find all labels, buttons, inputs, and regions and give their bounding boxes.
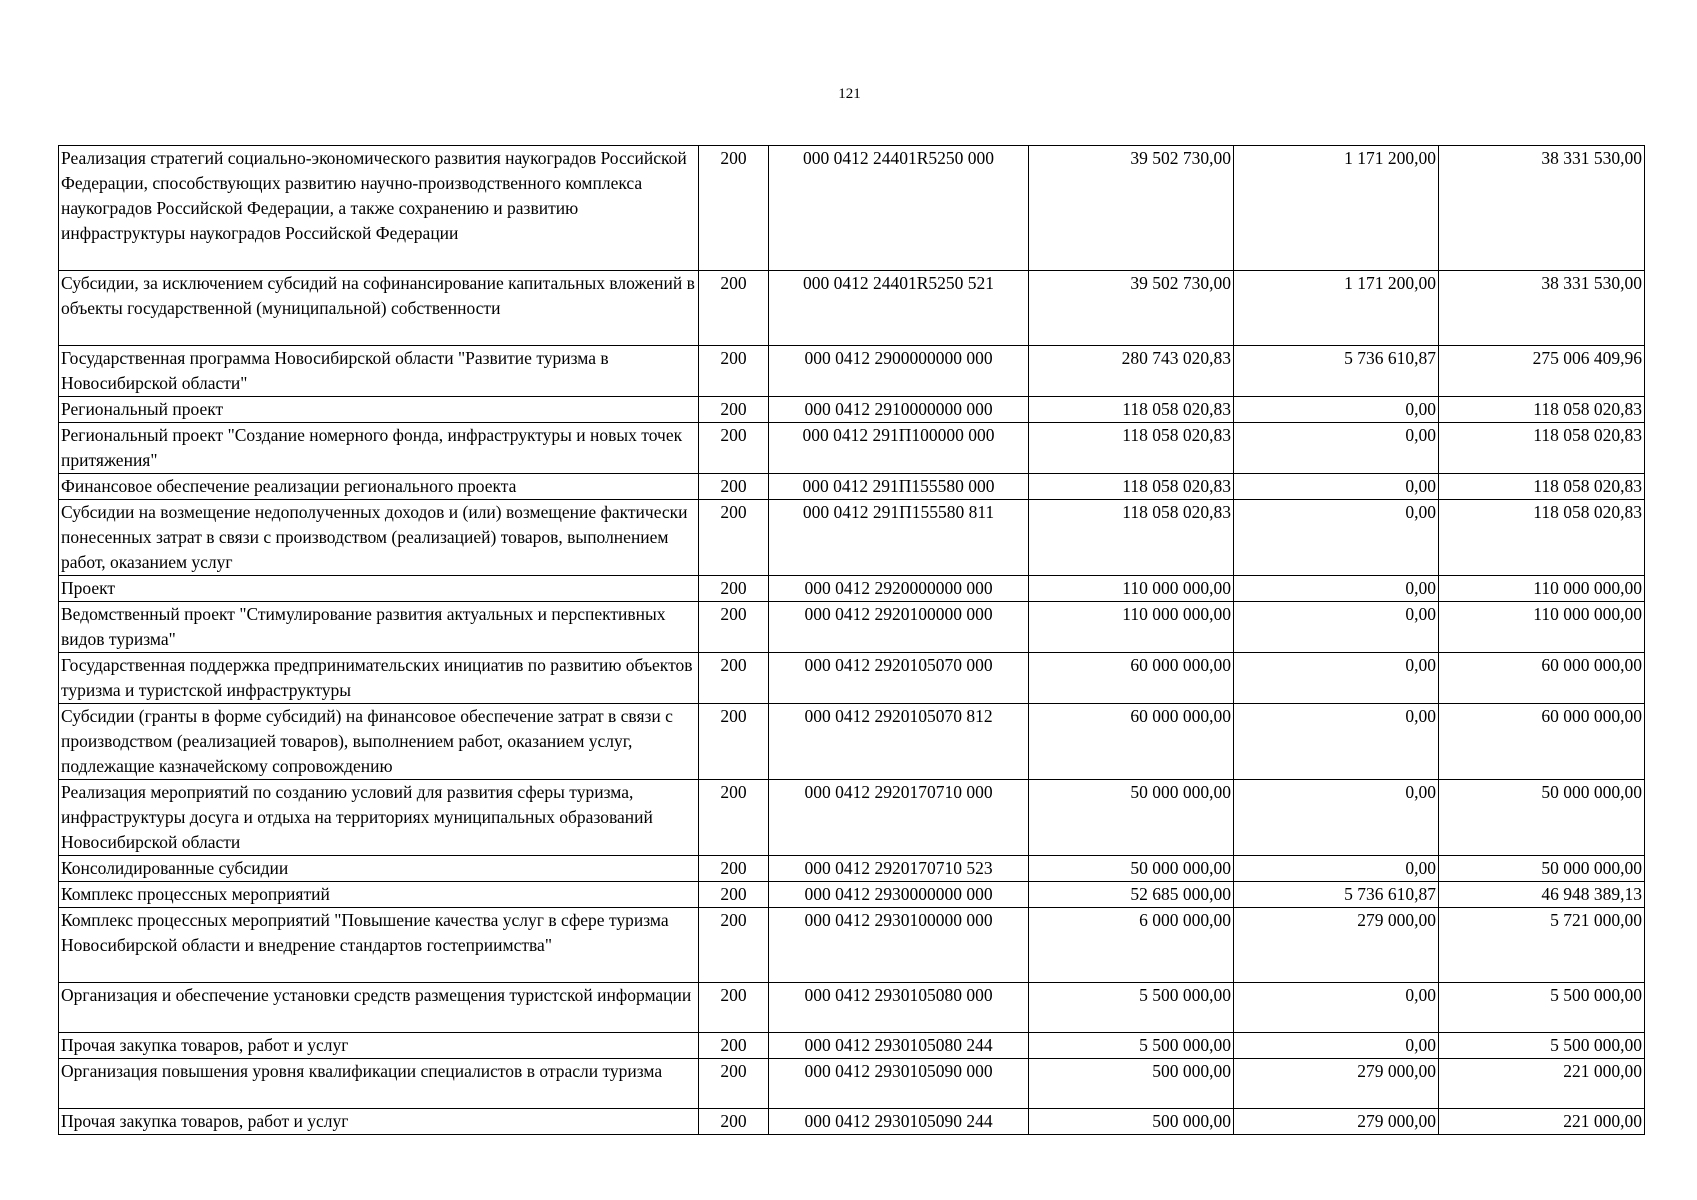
row-result-amount-cell: 50 000 000,00 [1439, 856, 1645, 882]
row-code-cell: 000 0412 2930000000 000 [769, 882, 1029, 908]
row-approved-amount-cell: 6 000 000,00 [1029, 908, 1234, 983]
row-approved-amount-cell: 110 000 000,00 [1029, 602, 1234, 653]
row-grbs-cell: 200 [699, 146, 769, 271]
row-change-amount-cell: 0,00 [1234, 576, 1439, 602]
row-result-amount-cell: 221 000,00 [1439, 1059, 1645, 1109]
page-number [0, 86, 1697, 103]
table-row [59, 704, 1645, 780]
table-row [59, 653, 1645, 704]
row-grbs-cell: 200 [699, 908, 769, 983]
row-grbs-cell: 200 [699, 780, 769, 856]
row-grbs-cell: 200 [699, 602, 769, 653]
table-row [59, 856, 1645, 882]
table-row [59, 423, 1645, 474]
row-name-cell: Реализация мероприятий по созданию условий для развития сферы туризма, инфраструктуры досуга и отдыха на территориях муниципальных образований Новосибирской области [59, 780, 699, 856]
table-row [59, 602, 1645, 653]
row-change-amount-cell: 0,00 [1234, 1033, 1439, 1059]
table-row [59, 474, 1645, 500]
row-approved-amount-cell: 110 000 000,00 [1029, 576, 1234, 602]
row-name-cell: Субсидии, за исключением субсидий на софинансирование капитальных вложений в объекты государственной (муниципальной) собственности [59, 271, 699, 346]
table-row [59, 1033, 1645, 1059]
row-name-cell: Региональный проект "Создание номерного фонда, инфраструктуры и новых точек притяжения" [59, 423, 699, 474]
row-result-amount-cell: 110 000 000,00 [1439, 602, 1645, 653]
row-code-cell: 000 0412 2920170710 523 [769, 856, 1029, 882]
row-change-amount-cell: 5 736 610,87 [1234, 882, 1439, 908]
row-approved-amount-cell: 39 502 730,00 [1029, 146, 1234, 271]
table-row [59, 576, 1645, 602]
row-change-amount-cell: 0,00 [1234, 704, 1439, 780]
table-row [59, 1059, 1645, 1109]
row-code-cell: 000 0412 2920000000 000 [769, 576, 1029, 602]
row-grbs-cell: 200 [699, 576, 769, 602]
row-change-amount-cell: 279 000,00 [1234, 908, 1439, 983]
row-code-cell: 000 0412 2930105090 244 [769, 1109, 1029, 1135]
row-approved-amount-cell: 500 000,00 [1029, 1059, 1234, 1109]
row-approved-amount-cell: 50 000 000,00 [1029, 780, 1234, 856]
row-approved-amount-cell: 5 500 000,00 [1029, 1033, 1234, 1059]
row-grbs-cell: 200 [699, 271, 769, 346]
table-row [59, 1109, 1645, 1135]
row-approved-amount-cell: 60 000 000,00 [1029, 704, 1234, 780]
row-name-cell: Региональный проект [59, 397, 699, 423]
row-grbs-cell: 200 [699, 704, 769, 780]
row-result-amount-cell: 60 000 000,00 [1439, 704, 1645, 780]
row-change-amount-cell: 0,00 [1234, 474, 1439, 500]
table-row [59, 882, 1645, 908]
row-grbs-cell: 200 [699, 423, 769, 474]
table-row [59, 983, 1645, 1033]
row-change-amount-cell: 0,00 [1234, 780, 1439, 856]
row-result-amount-cell: 38 331 530,00 [1439, 271, 1645, 346]
row-name-cell: Реализация стратегий социально-экономического развития наукоградов Российской Федерации, способствующих развитию научно-производственного комплекса наукоградов Российской Федерации, а также сохранению и развитию инфраструктуры наукоградов Российской Федерации [59, 146, 699, 271]
row-result-amount-cell: 118 058 020,83 [1439, 423, 1645, 474]
row-approved-amount-cell: 118 058 020,83 [1029, 474, 1234, 500]
row-code-cell: 000 0412 2920105070 000 [769, 653, 1029, 704]
row-change-amount-cell: 0,00 [1234, 602, 1439, 653]
row-code-cell: 000 0412 2930105080 244 [769, 1033, 1029, 1059]
row-code-cell: 000 0412 2900000000 000 [769, 346, 1029, 397]
table-body [59, 146, 1645, 1135]
row-grbs-cell: 200 [699, 397, 769, 423]
row-code-cell: 000 0412 291П155580 000 [769, 474, 1029, 500]
row-result-amount-cell: 118 058 020,83 [1439, 397, 1645, 423]
row-name-cell: Государственная поддержка предпринимательских инициатив по развитию объектов туризма и туристской инфраструктуры [59, 653, 699, 704]
row-change-amount-cell: 5 736 610,87 [1234, 346, 1439, 397]
row-result-amount-cell: 50 000 000,00 [1439, 780, 1645, 856]
row-change-amount-cell: 279 000,00 [1234, 1059, 1439, 1109]
row-change-amount-cell: 0,00 [1234, 423, 1439, 474]
row-name-cell: Комплекс процессных мероприятий [59, 882, 699, 908]
row-grbs-cell: 200 [699, 983, 769, 1033]
row-grbs-cell: 200 [699, 856, 769, 882]
row-code-cell: 000 0412 2920105070 812 [769, 704, 1029, 780]
row-approved-amount-cell: 52 685 000,00 [1029, 882, 1234, 908]
row-result-amount-cell: 275 006 409,96 [1439, 346, 1645, 397]
row-name-cell: Проект [59, 576, 699, 602]
row-result-amount-cell: 60 000 000,00 [1439, 653, 1645, 704]
row-name-cell: Прочая закупка товаров, работ и услуг [59, 1109, 699, 1135]
row-result-amount-cell: 110 000 000,00 [1439, 576, 1645, 602]
row-approved-amount-cell: 39 502 730,00 [1029, 271, 1234, 346]
row-code-cell: 000 0412 2910000000 000 [769, 397, 1029, 423]
row-name-cell: Финансовое обеспечение реализации регионального проекта [59, 474, 699, 500]
row-change-amount-cell: 279 000,00 [1234, 1109, 1439, 1135]
row-result-amount-cell: 221 000,00 [1439, 1109, 1645, 1135]
table-row [59, 397, 1645, 423]
row-grbs-cell: 200 [699, 474, 769, 500]
row-result-amount-cell: 5 721 000,00 [1439, 908, 1645, 983]
row-grbs-cell: 200 [699, 500, 769, 576]
row-approved-amount-cell: 118 058 020,83 [1029, 423, 1234, 474]
row-grbs-cell: 200 [699, 653, 769, 704]
row-change-amount-cell: 0,00 [1234, 983, 1439, 1033]
row-approved-amount-cell: 118 058 020,83 [1029, 397, 1234, 423]
row-name-cell: Комплекс процессных мероприятий "Повышение качества услуг в сфере туризма Новосибирской области и внедрение стандартов гостеприимства" [59, 908, 699, 983]
row-change-amount-cell: 1 171 200,00 [1234, 146, 1439, 271]
row-name-cell: Прочая закупка товаров, работ и услуг [59, 1033, 699, 1059]
row-code-cell: 000 0412 24401R5250 521 [769, 271, 1029, 346]
row-change-amount-cell: 0,00 [1234, 397, 1439, 423]
row-name-cell: Субсидии на возмещение недополученных доходов и (или) возмещение фактически понесенных затрат в связи с производством (реализацией) товаров, выполнением работ, оказанием услуг [59, 500, 699, 576]
row-approved-amount-cell: 280 743 020,83 [1029, 346, 1234, 397]
row-grbs-cell: 200 [699, 1033, 769, 1059]
row-approved-amount-cell: 60 000 000,00 [1029, 653, 1234, 704]
row-result-amount-cell: 38 331 530,00 [1439, 146, 1645, 271]
row-code-cell: 000 0412 291П155580 811 [769, 500, 1029, 576]
row-code-cell: 000 0412 2930105080 000 [769, 983, 1029, 1033]
row-code-cell: 000 0412 2930105090 000 [769, 1059, 1029, 1109]
table-row [59, 271, 1645, 346]
row-code-cell: 000 0412 24401R5250 000 [769, 146, 1029, 271]
row-code-cell: 000 0412 2930100000 000 [769, 908, 1029, 983]
row-code-cell: 000 0412 2920170710 000 [769, 780, 1029, 856]
row-grbs-cell: 200 [699, 1059, 769, 1109]
table-row [59, 146, 1645, 271]
row-name-cell: Организация и обеспечение установки средств размещения туристской информации [59, 983, 699, 1033]
row-code-cell: 000 0412 2920100000 000 [769, 602, 1029, 653]
row-name-cell: Ведомственный проект "Стимулирование развития актуальных и перспективных видов туризма" [59, 602, 699, 653]
row-approved-amount-cell: 5 500 000,00 [1029, 983, 1234, 1033]
row-result-amount-cell: 5 500 000,00 [1439, 983, 1645, 1033]
row-name-cell: Организация повышения уровня квалификации специалистов в отрасли туризма [59, 1059, 699, 1109]
row-change-amount-cell: 1 171 200,00 [1234, 271, 1439, 346]
page-number-text: 121 [838, 86, 861, 102]
row-approved-amount-cell: 500 000,00 [1029, 1109, 1234, 1135]
row-result-amount-cell: 118 058 020,83 [1439, 474, 1645, 500]
row-name-cell: Консолидированные субсидии [59, 856, 699, 882]
table-row [59, 908, 1645, 983]
table-row [59, 780, 1645, 856]
row-change-amount-cell: 0,00 [1234, 653, 1439, 704]
row-change-amount-cell: 0,00 [1234, 500, 1439, 576]
row-name-cell: Государственная программа Новосибирской области "Развитие туризма в Новосибирской области" [59, 346, 699, 397]
budget-table [58, 145, 1645, 1135]
row-result-amount-cell: 46 948 389,13 [1439, 882, 1645, 908]
table-row [59, 346, 1645, 397]
table-row [59, 500, 1645, 576]
row-grbs-cell: 200 [699, 882, 769, 908]
row-change-amount-cell: 0,00 [1234, 856, 1439, 882]
row-result-amount-cell: 118 058 020,83 [1439, 500, 1645, 576]
row-code-cell: 000 0412 291П100000 000 [769, 423, 1029, 474]
row-approved-amount-cell: 50 000 000,00 [1029, 856, 1234, 882]
row-grbs-cell: 200 [699, 346, 769, 397]
row-name-cell: Субсидии (гранты в форме субсидий) на финансовое обеспечение затрат в связи с производством (реализацией товаров), выполнением работ, оказанием услуг, подлежащие казначейскому сопровождению [59, 704, 699, 780]
row-grbs-cell: 200 [699, 1109, 769, 1135]
row-approved-amount-cell: 118 058 020,83 [1029, 500, 1234, 576]
row-result-amount-cell: 5 500 000,00 [1439, 1033, 1645, 1059]
